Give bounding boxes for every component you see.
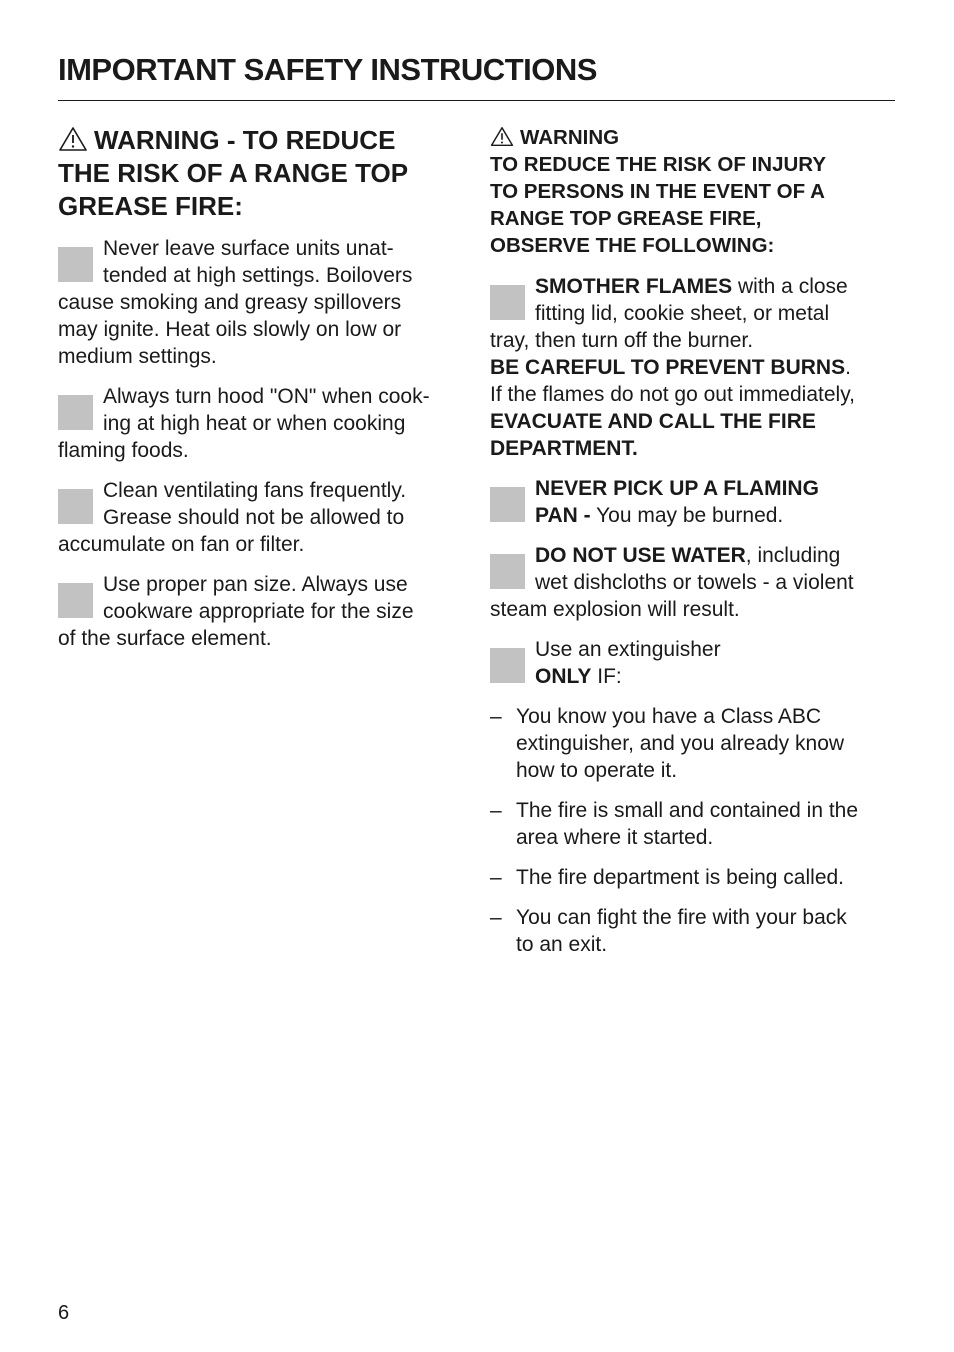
text-line: You know you have a Class ABC	[516, 705, 822, 728]
text-line: fitting lid, cookie sheet, or metal	[535, 302, 830, 325]
gray-square-bullet	[490, 487, 525, 522]
text-line: area where it started.	[516, 826, 714, 849]
heading-line: TO PERSONS IN THE EVENT OF A	[490, 180, 825, 203]
gray-square-bullet	[490, 554, 525, 589]
list-item	[490, 904, 895, 958]
text: with a close	[732, 275, 848, 298]
heading-line: GREASE FIRE:	[58, 191, 243, 221]
heading-line: TO REDUCE THE RISK OF INJURY	[490, 153, 827, 176]
text-line: tended at high settings. Boilovers	[103, 264, 413, 287]
text-line: ing at high heat or when cooking	[103, 412, 406, 435]
heading-line: WARNING - TO REDUCE	[94, 125, 396, 155]
gray-square-bullet	[490, 285, 525, 320]
text-line: cookware appropriate for the size	[103, 600, 414, 623]
text-line: You can fight the fire with your back	[516, 906, 847, 929]
warning-triangle-icon	[490, 126, 514, 147]
heading-line: THE RISK OF A RANGE TOP	[58, 158, 409, 188]
left-warning-heading	[58, 124, 458, 223]
text: IF:	[591, 665, 622, 688]
gray-square-bullet	[58, 395, 93, 430]
text-line: to an exit.	[516, 933, 608, 956]
text: , including	[745, 544, 841, 567]
text-line: Use proper pan size. Always use	[103, 573, 408, 596]
text: You may be burned.	[590, 504, 784, 527]
list-item	[490, 797, 895, 851]
gray-square-bullet	[58, 489, 93, 524]
list-item	[490, 703, 895, 784]
text-line: cause smoking and greasy spillovers	[58, 291, 402, 314]
bold-text: PAN -	[535, 504, 591, 527]
text-line: Always turn hood "ON" when cook-	[103, 385, 430, 408]
conditions-list	[490, 703, 895, 958]
text-line: The fire is small and contained in the	[516, 799, 859, 822]
bold-text: DEPARTMENT.	[490, 437, 638, 460]
dash-marker: –	[490, 906, 502, 929]
text-line: may ignite. Heat oils slowly on low or	[58, 318, 402, 341]
heading-line: OBSERVE THE FOLLOWING:	[490, 234, 775, 257]
gray-square-bullet	[58, 247, 93, 282]
instruction-item	[58, 477, 458, 558]
bold-text: ONLY	[535, 665, 592, 688]
text-line: If the flames do not go out immediately,	[490, 383, 855, 406]
gray-square-bullet	[58, 583, 93, 618]
text-line: Grease should not be allowed to	[103, 506, 405, 529]
page-header	[58, 50, 895, 101]
bold-text: EVACUATE AND CALL THE FIRE	[490, 410, 816, 433]
text-line: Use an extinguisher	[535, 638, 721, 661]
instruction-item-never-pick-up	[490, 475, 895, 529]
text-line: accumulate on fan or filter.	[58, 533, 305, 556]
text-line: Never leave surface units unat-	[103, 237, 394, 260]
dash-marker: –	[490, 705, 502, 728]
right-column	[490, 124, 895, 971]
heading-line: RANGE TOP GREASE FIRE,	[490, 207, 762, 230]
text-line: steam explosion will result.	[490, 598, 740, 621]
left-column	[58, 124, 458, 665]
instruction-item-no-water	[490, 542, 895, 623]
list-item	[490, 864, 895, 891]
instruction-item-smother	[490, 273, 895, 462]
instruction-item-extinguisher	[490, 636, 895, 690]
gray-square-bullet	[490, 648, 525, 683]
bold-text: NEVER PICK UP A FLAMING	[535, 477, 819, 500]
text-line: extinguisher, and you already know	[516, 732, 845, 755]
bold-text: DO NOT USE WATER	[535, 544, 746, 567]
page-number: 6	[58, 1302, 70, 1324]
text-line: medium settings.	[58, 345, 217, 368]
text-line: flaming foods.	[58, 439, 189, 462]
warning-triangle-icon	[58, 126, 88, 152]
instruction-item	[58, 235, 458, 370]
dash-marker: –	[490, 799, 502, 822]
warning-label: WARNING	[520, 126, 620, 149]
text-line: The fire department is being called.	[516, 866, 845, 889]
text-line: Clean ventilating fans frequently.	[103, 479, 407, 502]
text-line: tray, then turn off the burner.	[490, 329, 754, 352]
instruction-item	[58, 383, 458, 464]
instruction-item	[58, 571, 458, 652]
text-line: wet dishcloths or towels - a violent	[535, 571, 854, 594]
page-title: IMPORTANT SAFETY INSTRUCTIONS	[58, 52, 597, 87]
text-line: of the surface element.	[58, 627, 272, 650]
text: .	[845, 356, 851, 379]
bold-text: BE CAREFUL TO PREVENT BURNS	[490, 356, 846, 379]
dash-marker: –	[490, 866, 502, 889]
bold-text: SMOTHER FLAMES	[535, 275, 733, 298]
text-line: how to operate it.	[516, 759, 678, 782]
right-warning-heading	[490, 124, 895, 259]
